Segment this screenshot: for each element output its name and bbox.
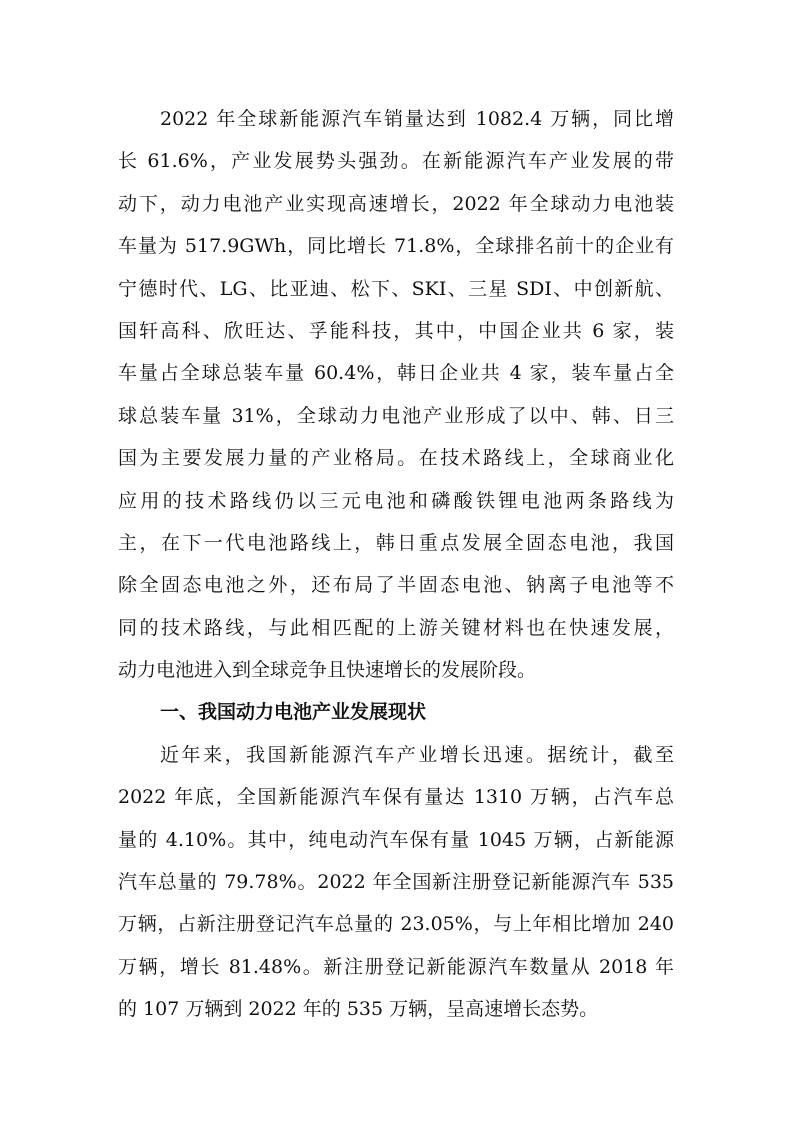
text-line: 2022 年全球新能源汽车销量达到 1082.4 万辆，同比增 xyxy=(160,108,674,130)
text-line: 近年来，我国新能源汽车产业增长迅速。据统计，截至 xyxy=(160,743,674,766)
text-line: 除全固态电池之外，还布局了半固态电池、钠离子电池等不 xyxy=(118,574,674,597)
document-body xyxy=(118,98,674,1031)
text-line: 同的技术路线，与此相匹配的上游关键材料也在快速发展， xyxy=(118,616,674,639)
text-line: 汽车总量的 79.78%。2022 年全国新注册登记新能源汽车 535 xyxy=(118,871,674,894)
text-line: 的 107 万辆到 2022 年的 535 万辆，呈高速增长态势。 xyxy=(118,998,599,1021)
text-line: 2022 年底，全国新能源汽车保有量达 1310 万辆，占汽车总 xyxy=(118,786,674,809)
text-line: 动下，动力电池产业实现高速增长，2022 年全球动力电池装 xyxy=(118,192,674,215)
text-line: 万辆，增长 81.48%。新注册登记新能源汽车数量从 2018 年 xyxy=(118,955,674,978)
paragraph-global-market xyxy=(118,98,674,691)
text-line: 万辆，占新注册登记汽车总量的 23.05%，与上年相比增加 240 xyxy=(118,913,674,936)
text-line: 国为主要发展力量的产业格局。在技术路线上，全球商业化 xyxy=(118,447,674,470)
text-line: 球总装车量 31%，全球动力电池产业形成了以中、韩、日三 xyxy=(118,404,674,427)
text-line: 宁德时代、LG、比亚迪、松下、SKI、三星 SDI、中创新航、 xyxy=(118,277,674,300)
text-line: 长 61.6%，产业发展势头强劲。在新能源汽车产业发展的带 xyxy=(118,150,674,173)
text-line: 国轩高科、欣旺达、孚能科技，其中，中国企业共 6 家，装 xyxy=(118,319,674,342)
text-line: 应用的技术路线仍以三元电池和磷酸铁锂电池两条路线为 xyxy=(118,489,674,512)
text-line: 动力电池进入到全球竞争且快速增长的发展阶段。 xyxy=(118,659,537,682)
text-line: 车量占全球总装车量 60.4%，韩日企业共 4 家，装车量占全 xyxy=(118,362,674,385)
text-line: 量的 4.10%。其中，纯电动汽车保有量 1045 万辆，占新能源 xyxy=(118,828,674,851)
text-line: 车量为 517.9GWh，同比增长 71.8%，全球排名前十的企业有 xyxy=(118,235,674,258)
text-line: 主，在下一代电池路线上，韩日重点发展全固态电池，我国 xyxy=(118,531,674,554)
paragraph-domestic-status xyxy=(118,734,674,1031)
section-heading: 一、我国动力电池产业发展现状 xyxy=(160,701,427,724)
